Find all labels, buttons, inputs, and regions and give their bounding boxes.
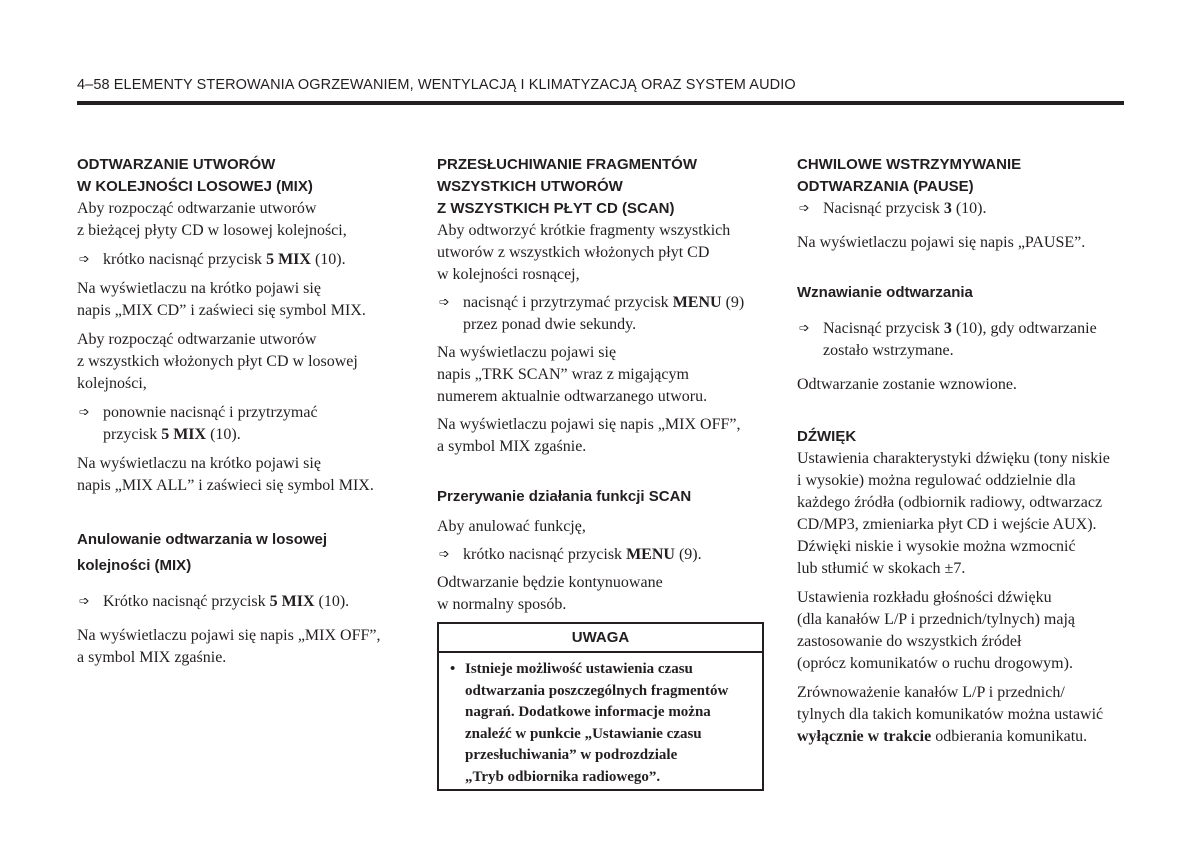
note-title: UWAGA xyxy=(439,624,762,653)
paragraph: Aby anulować funkcję, xyxy=(437,518,586,535)
paragraph: Zrównoważenie kanałów L/P i przednich/ tylnych dla takich komunikatów można ustawić wyłącznie w trakcie odbierania komunikatu. xyxy=(797,684,1104,745)
paragraph: Na wyświetlaczu pojawi się napis „TRK SCAN” wraz z migającym numerem aktualnie odtwarzanego utworu. xyxy=(437,344,708,405)
page-header: 4–58 ELEMENTY STEROWANIA OGRZEWANIEM, WENTYLACJĄ I KLIMATYZACJĄ ORAZ SYSTEM AUDIO xyxy=(77,77,796,93)
paragraph: Na wyświetlaczu pojawi się napis „MIX OFF”, a symbol MIX zgaśnie. xyxy=(437,416,741,455)
heading-scan: PRZESŁUCHIWANIE FRAGMENTÓW WSZYSTKICH UTWORÓW Z WSZYSTKICH PŁYT CD (SCAN) xyxy=(437,156,697,217)
heading-mix: ODTWARZANIE UTWORÓW W KOLEJNOŚCI LOSOWEJ (MIX) xyxy=(77,156,313,195)
paragraph: Ustawienia charakterystyki dźwięku (tony niskie i wysokie) można regulować oddzielnie dla każdego źródła (odbiornik radiowy, odtwarzacz CD/MP3, zmieniarka płyt CD i wejście AUX). Dźwięki niskie i wysokie można wzmocnić lub stłumić w skokach ±7. xyxy=(797,450,1110,577)
arrow-right-icon: ➩ xyxy=(79,594,90,609)
paragraph: Na wyświetlaczu na krótko pojawi się napis „MIX ALL” i zaświeci się symbol MIX. xyxy=(77,455,374,494)
paragraph: Na wyświetlaczu pojawi się napis „MIX OFF”, a symbol MIX zgaśnie. xyxy=(77,627,381,666)
paragraph: Aby rozpocząć odtwarzanie utworów z bieżącej płyty CD w losowej kolejności, xyxy=(77,200,347,239)
arrow-right-icon: ➩ xyxy=(799,201,810,216)
step-item: ➩ Nacisnąć przycisk 3 (10). xyxy=(797,198,1137,220)
arrow-right-icon: ➩ xyxy=(799,321,810,336)
paragraph: Odtwarzanie będzie kontynuowane w normalny sposób. xyxy=(437,574,663,613)
step-item: ➩ ponownie nacisnąć i przytrzymać przycisk 5 MIX (10). xyxy=(79,404,318,443)
step-item: ➩ krótko nacisnąć przycisk 5 MIX (10). xyxy=(77,249,417,271)
heading-sound: DŹWIĘK xyxy=(797,428,857,445)
paragraph: Aby odtworzyć krótkie fragmenty wszystkich utworów z wszystkich włożonych płyt CD w kolejności rosnącej, xyxy=(437,222,731,283)
paragraph: Odtwarzanie zostanie wznowione. xyxy=(797,376,1017,393)
step-item: ➩ nacisnąć i przytrzymać przycisk MENU (9) przez ponad dwie sekundy. xyxy=(439,294,745,333)
arrow-right-icon: ➩ xyxy=(79,252,90,267)
subheading-cancel-mix: Anulowanie odtwarzania w losowej kolejności (MIX) xyxy=(77,531,328,574)
subheading-stop-scan: Przerywanie działania funkcji SCAN xyxy=(437,488,692,505)
paragraph: Ustawienia rozkładu głośności dźwięku (dla kanałów L/P i przednich/tylnych) mają zastosowanie do wszystkich źródeł (oprócz komunikatów o ruchu drogowym). xyxy=(797,589,1075,672)
step-item: ➩ Nacisnąć przycisk 3 (10), gdy odtwarzanie zostało wstrzymane. xyxy=(799,320,1097,359)
heading-pause: CHWILOWE WSTRZYMYWANIE ODTWARZANIA (PAUSE) xyxy=(797,156,1022,195)
note-body: • Istnieje możliwość ustawienia czasu odtwarzania poszczególnych fragmentów nagrań. Dodatkowe informacje można znaleźć w punkcie „Ustawianie czasu przesłuchiwania” w podrozdziale „Tryb odbiornika radiowego”. xyxy=(450,661,729,785)
arrow-right-icon: ➩ xyxy=(439,547,450,562)
column-1 xyxy=(77,154,417,669)
step-item: ➩ krótko nacisnąć przycisk MENU (9). xyxy=(437,544,777,566)
paragraph: Na wyświetlaczu pojawi się napis „PAUSE”. xyxy=(797,234,1086,251)
arrow-right-icon: ➩ xyxy=(439,295,450,310)
step-item: ➩ Krótko nacisnąć przycisk 5 MIX (10). xyxy=(77,591,417,613)
column-2 xyxy=(437,154,777,616)
header-rule xyxy=(77,101,1124,105)
column-3 xyxy=(797,154,1137,748)
paragraph: Aby rozpocząć odtwarzanie utworów z wszystkich włożonych płyt CD w losowej kolejności, xyxy=(77,331,358,392)
arrow-right-icon: ➩ xyxy=(79,405,90,420)
subheading-resume: Wznawianie odtwarzania xyxy=(797,284,973,301)
paragraph: Na wyświetlaczu na krótko pojawi się napis „MIX CD” i zaświeci się symbol MIX. xyxy=(77,280,366,319)
note-box xyxy=(437,622,764,791)
bullet-icon: • xyxy=(450,661,456,677)
